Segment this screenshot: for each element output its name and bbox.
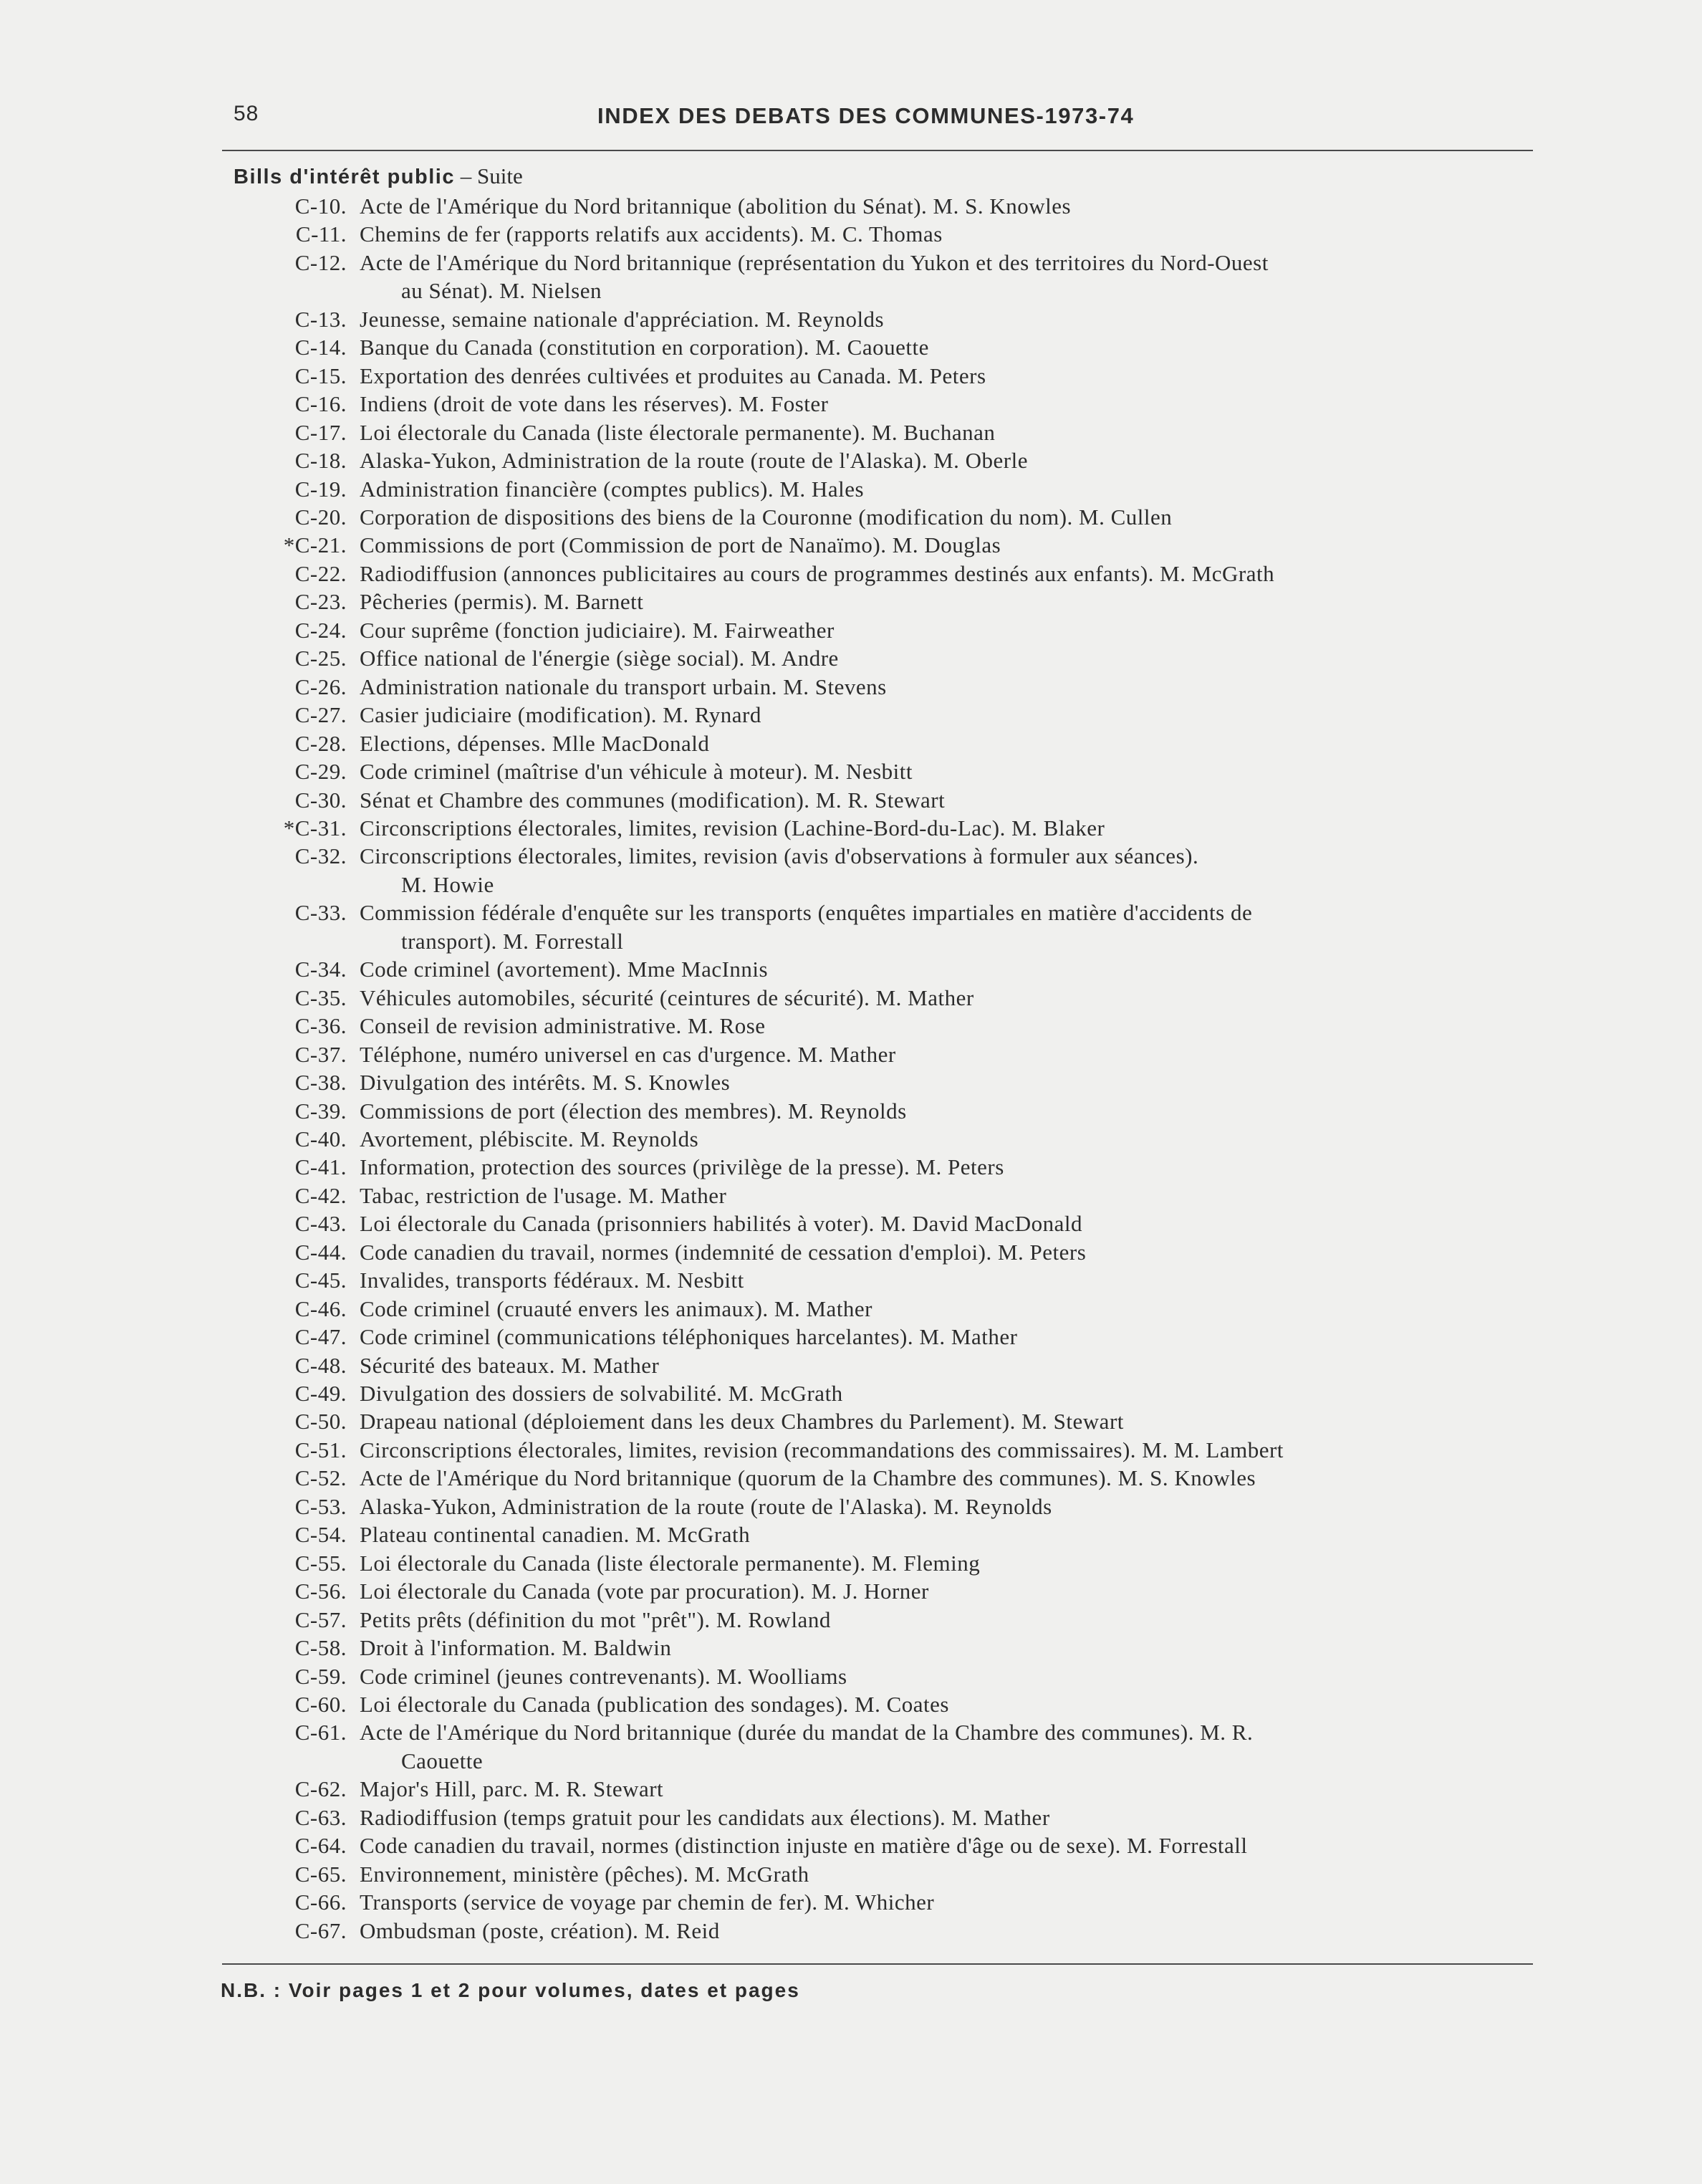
bill-title: Loi électorale du Canada (vote par procuration). M. J. Horner bbox=[360, 1579, 929, 1604]
bill-title: Loi électorale du Canada (liste électorale permanente). M. Fleming bbox=[360, 1550, 981, 1576]
bill-title: Plateau continental canadien. M. McGrath bbox=[360, 1522, 751, 1548]
list-item bbox=[0, 1068, 1702, 1096]
bill-number: C-54. bbox=[294, 1522, 347, 1548]
list-item bbox=[0, 503, 1702, 531]
bill-number: C-15. bbox=[294, 363, 347, 388]
list-item bbox=[0, 814, 1702, 842]
list-item bbox=[0, 446, 1702, 474]
bill-title-continuation: transport). M. Forrestall bbox=[401, 928, 624, 954]
list-item bbox=[0, 899, 1702, 955]
list-item bbox=[0, 1295, 1702, 1323]
bill-title: Corporation de dispositions des biens de la Couronne (modification du nom). M. Cullen bbox=[360, 504, 1173, 530]
list-item bbox=[0, 305, 1702, 333]
bill-number: C-28. bbox=[294, 730, 347, 756]
bill-number: C-51. bbox=[294, 1437, 347, 1462]
bill-title: Alaska-Yukon, Administration de la route (route de l'Alaska). M. Oberle bbox=[360, 448, 1028, 474]
bill-number: C-47. bbox=[294, 1324, 347, 1350]
list-item bbox=[0, 984, 1702, 1012]
bill-number: C-24. bbox=[294, 617, 347, 643]
bill-title: Code criminel (communications téléphoniques harcelantes). M. Mather bbox=[360, 1324, 1018, 1350]
bill-number: C-33. bbox=[294, 900, 347, 926]
bill-title: Jeunesse, semaine nationale d'appréciation. M. Reynolds bbox=[360, 306, 885, 332]
list-item bbox=[0, 1606, 1702, 1634]
list-item bbox=[0, 1493, 1702, 1520]
list-item bbox=[0, 192, 1702, 220]
bill-title-continuation: Caouette bbox=[401, 1748, 484, 1773]
list-item bbox=[0, 701, 1702, 729]
bill-title: Code criminel (cruauté envers les animaux). M. Mather bbox=[360, 1295, 873, 1321]
running-title: INDEX DES DEBATS DES COMMUNES-1973-74 bbox=[597, 103, 1135, 128]
bill-title-continuation: au Sénat). M. Nielsen bbox=[401, 278, 602, 304]
list-item bbox=[0, 1520, 1702, 1548]
bill-number: C-59. bbox=[294, 1663, 347, 1689]
bill-title: Environnement, ministère (pêches). M. McGrath bbox=[360, 1861, 809, 1887]
list-item bbox=[0, 786, 1702, 814]
bill-title: Commissions de port (élection des membres). M. Reynolds bbox=[360, 1098, 907, 1124]
section-title: Bills d'intérêt public bbox=[234, 166, 455, 188]
bill-number: C-62. bbox=[294, 1776, 347, 1802]
bill-title-continuation: M. Howie bbox=[401, 871, 494, 897]
bill-number: C-37. bbox=[294, 1041, 347, 1067]
bill-title: Alaska-Yukon, Administration de la route (route de l'Alaska). M. Reynolds bbox=[360, 1493, 1052, 1519]
bill-title: Acte de l'Amérique du Nord britannique (quorum de la Chambre des communes). M. S. Knowles bbox=[360, 1465, 1256, 1491]
bill-number: C-57. bbox=[294, 1606, 347, 1632]
bill-title: Conseil de revision administrative. M. Rose bbox=[360, 1013, 766, 1039]
bill-title: Code criminel (maîtrise d'un véhicule à moteur). M. Nesbitt bbox=[360, 759, 913, 785]
bill-title: Loi électorale du Canada (prisonniers habilités à voter). M. David MacDonald bbox=[360, 1211, 1083, 1237]
list-item bbox=[0, 475, 1702, 503]
bill-title: Commissions de port (Commission de port de Nanaïmo). M. Douglas bbox=[360, 532, 1001, 558]
bill-title: Invalides, transports fédéraux. M. Nesbitt bbox=[360, 1268, 744, 1293]
list-item bbox=[0, 1804, 1702, 1831]
bill-number: C-46. bbox=[294, 1295, 347, 1321]
list-item bbox=[0, 673, 1702, 701]
bill-number: C-53. bbox=[294, 1493, 347, 1519]
bill-title: Code canadien du travail, normes (distinction injuste en matière d'âge ou de sexe). M. Forrestall bbox=[360, 1833, 1248, 1859]
list-item bbox=[0, 1634, 1702, 1662]
bill-number: C-43. bbox=[294, 1211, 347, 1237]
bill-title: Circonscriptions électorales, limites, revision (avis d'observations à formuler aux séances). bbox=[360, 843, 1199, 869]
bill-title: Pêcheries (permis). M. Barnett bbox=[360, 589, 644, 615]
bill-number: C-65. bbox=[294, 1861, 347, 1887]
bill-title: Acte de l'Amérique du Nord britannique (durée du mandat de la Chambre des communes). M. R. bbox=[360, 1720, 1254, 1745]
bill-title: Chemins de fer (rapports relatifs aux accidents). M. C. Thomas bbox=[360, 221, 943, 247]
bill-number: C-23. bbox=[294, 589, 347, 615]
bill-number: C-39. bbox=[294, 1098, 347, 1124]
list-item bbox=[0, 1662, 1702, 1690]
list-item bbox=[0, 531, 1702, 559]
list-item bbox=[0, 842, 1702, 899]
bill-title: Major's Hill, parc. M. R. Stewart bbox=[360, 1776, 664, 1802]
bill-number: C-49. bbox=[294, 1381, 347, 1407]
bill-number: C-20. bbox=[294, 504, 347, 530]
list-item bbox=[0, 1040, 1702, 1068]
bill-title: Acte de l'Amérique du Nord britannique (abolition du Sénat). M. S. Knowles bbox=[360, 193, 1072, 219]
bill-number: C-17. bbox=[294, 419, 347, 445]
bill-number: C-48. bbox=[294, 1352, 347, 1378]
bill-number: C-11. bbox=[295, 221, 347, 247]
bill-title: Radiodiffusion (temps gratuit pour les candidats aux élections). M. Mather bbox=[360, 1804, 1050, 1830]
bill-title: Ombudsman (poste, création). M. Reid bbox=[360, 1917, 720, 1943]
bill-number: C-61. bbox=[294, 1720, 347, 1745]
bill-number: C-52. bbox=[294, 1465, 347, 1491]
bill-title: Transports (service de voyage par chemin de fer). M. Whicher bbox=[360, 1890, 935, 1915]
list-item bbox=[0, 560, 1702, 588]
bill-number: C-22. bbox=[294, 560, 347, 586]
bill-title: Tabac, restriction de l'usage. M. Mather bbox=[360, 1182, 727, 1208]
bill-title: Sécurité des bateaux. M. Mather bbox=[360, 1352, 660, 1378]
bill-title: Droit à l'information. M. Baldwin bbox=[360, 1635, 672, 1661]
bill-title: Sénat et Chambre des communes (modification). M. R. Stewart bbox=[360, 787, 946, 813]
list-item bbox=[0, 1097, 1702, 1125]
bill-number: C-32. bbox=[294, 843, 347, 869]
bill-title: Code criminel (jeunes contrevenants). M. Woolliams bbox=[360, 1663, 847, 1689]
list-item bbox=[0, 249, 1702, 305]
bill-number: C-14. bbox=[294, 335, 347, 360]
bill-number: C-66. bbox=[294, 1890, 347, 1915]
bill-number: C-56. bbox=[294, 1579, 347, 1604]
bill-title: Petits prêts (définition du mot "prêt"). M. Rowland bbox=[360, 1606, 831, 1632]
bill-number: *C-21. bbox=[283, 532, 347, 558]
list-item bbox=[0, 616, 1702, 644]
list-item bbox=[0, 1323, 1702, 1351]
list-item bbox=[0, 1153, 1702, 1181]
list-item bbox=[0, 1210, 1702, 1237]
bill-number: C-42. bbox=[294, 1182, 347, 1208]
list-item bbox=[0, 362, 1702, 390]
bill-title: Drapeau national (déploiement dans les deux Chambres du Parlement). M. Stewart bbox=[360, 1409, 1124, 1435]
list-item bbox=[0, 757, 1702, 785]
bill-number: C-26. bbox=[294, 674, 347, 699]
list-item bbox=[0, 1917, 1702, 1945]
list-item bbox=[0, 729, 1702, 757]
list-item bbox=[0, 1379, 1702, 1407]
bill-number: C-41. bbox=[294, 1154, 347, 1180]
list-item bbox=[0, 1407, 1702, 1435]
bill-number: C-64. bbox=[294, 1833, 347, 1859]
bill-title: Elections, dépenses. Mlle MacDonald bbox=[360, 730, 710, 756]
list-item bbox=[0, 1182, 1702, 1210]
list-item bbox=[0, 418, 1702, 446]
list-item bbox=[0, 333, 1702, 361]
bill-number: C-55. bbox=[294, 1550, 347, 1576]
bill-title: Téléphone, numéro universel en cas d'urgence. M. Mather bbox=[360, 1041, 896, 1067]
bill-number: C-16. bbox=[294, 391, 347, 417]
bill-title: Radiodiffusion (annonces publicitaires au cours de programmes destinés aux enfants). M. McGrath bbox=[360, 560, 1275, 586]
list-item bbox=[0, 1266, 1702, 1294]
list-item bbox=[0, 220, 1702, 248]
bill-number: C-12. bbox=[294, 249, 347, 275]
bill-number: C-67. bbox=[294, 1917, 347, 1943]
bill-title: Administration nationale du transport urbain. M. Stevens bbox=[360, 674, 887, 699]
list-item bbox=[0, 1860, 1702, 1888]
bill-title: Commission fédérale d'enquête sur les transports (enquêtes impartiales en matière d'accidents de bbox=[360, 900, 1253, 926]
bill-number: C-58. bbox=[294, 1635, 347, 1661]
bill-title: Information, protection des sources (privilège de la presse). M. Peters bbox=[360, 1154, 1004, 1180]
bill-title: Avortement, plébiscite. M. Reynolds bbox=[360, 1126, 699, 1151]
list-item bbox=[0, 1549, 1702, 1577]
bill-title: Divulgation des intérêts. M. S. Knowles bbox=[360, 1070, 731, 1096]
list-item bbox=[0, 390, 1702, 418]
list-item bbox=[0, 1775, 1702, 1803]
list-item bbox=[0, 1718, 1702, 1775]
list-item bbox=[0, 1577, 1702, 1605]
bill-title: Loi électorale du Canada (publication des sondages). M. Coates bbox=[360, 1692, 949, 1718]
list-item bbox=[0, 1690, 1702, 1718]
list-item bbox=[0, 1351, 1702, 1379]
list-item bbox=[0, 588, 1702, 616]
bill-number: C-63. bbox=[294, 1804, 347, 1830]
list-item bbox=[0, 955, 1702, 983]
bill-number: C-45. bbox=[294, 1268, 347, 1293]
list-item bbox=[0, 1888, 1702, 1916]
bill-title: Banque du Canada (constitution en corporation). M. Caouette bbox=[360, 335, 929, 360]
list-item bbox=[0, 1831, 1702, 1859]
bill-number: C-13. bbox=[294, 306, 347, 332]
bill-number: C-27. bbox=[294, 702, 347, 728]
header-rule bbox=[222, 150, 1533, 151]
bill-title: Divulgation des dossiers de solvabilité. M. McGrath bbox=[360, 1381, 843, 1407]
bill-number: C-44. bbox=[294, 1239, 347, 1265]
footer-rule bbox=[222, 1963, 1533, 1965]
bill-number: *C-31. bbox=[283, 815, 347, 840]
bill-title: Véhicules automobiles, sécurité (ceintures de sécurité). M. Mather bbox=[360, 985, 974, 1010]
bill-number: C-35. bbox=[294, 985, 347, 1010]
bill-title: Circonscriptions électorales, limites, revision (Lachine-Bord-du-Lac). M. Blaker bbox=[360, 815, 1105, 840]
footnote: N.B. : Voir pages 1 et 2 pour volumes, dates et pages bbox=[221, 1979, 800, 2001]
list-item bbox=[0, 1464, 1702, 1492]
bill-number: C-25. bbox=[294, 646, 347, 671]
bill-number: C-29. bbox=[294, 759, 347, 785]
bill-number: C-34. bbox=[294, 957, 347, 982]
bill-number: C-19. bbox=[294, 476, 347, 502]
bill-title: Code canadien du travail, normes (indemnité de cessation d'emploi). M. Peters bbox=[360, 1239, 1087, 1265]
list-item bbox=[0, 1436, 1702, 1464]
bill-title: Cour suprême (fonction judiciaire). M. Fairweather bbox=[360, 617, 835, 643]
bill-number: C-18. bbox=[294, 448, 347, 474]
list-item bbox=[0, 1238, 1702, 1266]
bill-title: Office national de l'énergie (siège social). M. Andre bbox=[360, 646, 839, 671]
bill-title: Administration financière (comptes publics). M. Hales bbox=[360, 476, 865, 502]
list-item bbox=[0, 1125, 1702, 1153]
bill-number: C-50. bbox=[294, 1409, 347, 1435]
bill-title: Casier judiciaire (modification). M. Rynard bbox=[360, 702, 761, 728]
bill-title: Indiens (droit de vote dans les réserves). M. Foster bbox=[360, 391, 829, 417]
bill-number: C-38. bbox=[294, 1070, 347, 1096]
bill-number: C-40. bbox=[294, 1126, 347, 1151]
bill-number: C-60. bbox=[294, 1692, 347, 1718]
list-item bbox=[0, 644, 1702, 672]
bill-number: C-10. bbox=[294, 193, 347, 219]
bill-title: Acte de l'Amérique du Nord britannique (représentation du Yukon et des territoires du Nord-Ouest bbox=[360, 249, 1269, 275]
section-heading bbox=[234, 162, 523, 191]
bill-number: C-36. bbox=[294, 1013, 347, 1039]
page-number: 58 bbox=[234, 102, 259, 125]
section-suffix: – Suite bbox=[454, 163, 523, 188]
bill-title: Loi électorale du Canada (liste électorale permanente). M. Buchanan bbox=[360, 419, 996, 445]
bill-list bbox=[0, 192, 1702, 1945]
list-item bbox=[0, 1012, 1702, 1040]
bill-title: Circonscriptions électorales, limites, revision (recommandations des commissaires). M. M. Lambert bbox=[360, 1437, 1284, 1462]
bill-title: Code criminel (avortement). Mme MacInnis bbox=[360, 957, 769, 982]
bill-number: C-30. bbox=[294, 787, 347, 813]
bill-title: Exportation des denrées cultivées et produites au Canada. M. Peters bbox=[360, 363, 986, 388]
